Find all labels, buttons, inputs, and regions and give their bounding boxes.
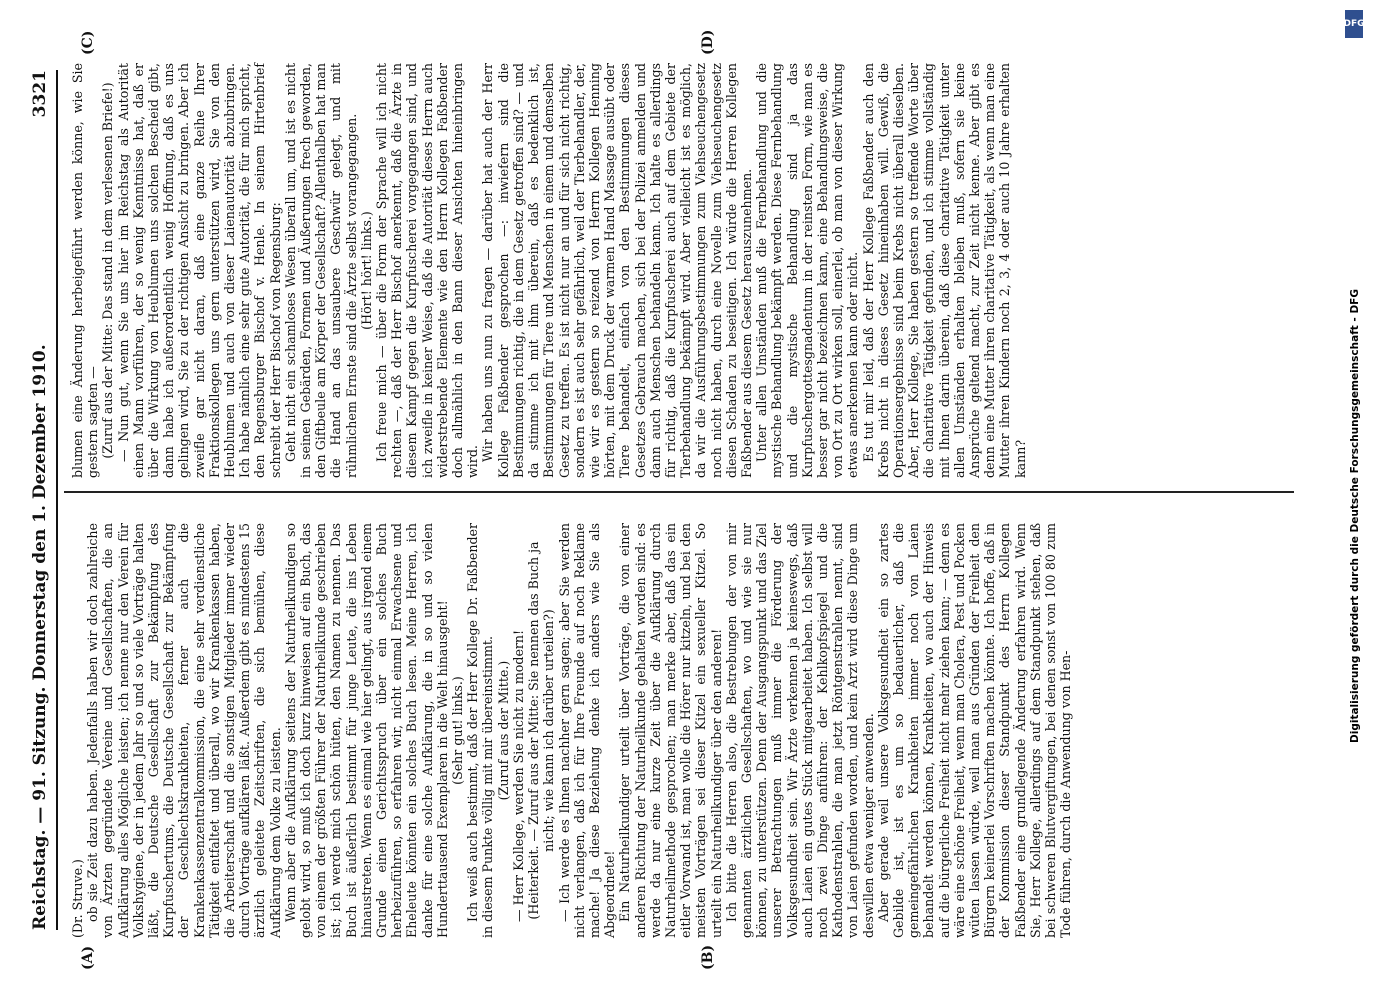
margin-mark-b: (B) [700, 944, 716, 970]
paragraph: Es tut mir leid, daß der Herr Kollege Faßbender auch den Krebs nicht in dieses Gesetz hineinhaben will. Gewiß, die Operationsergebnisse sind beim Krebs nicht überall dieselben. Aber, Herr Kollege, Sie haben gestern so treffende Worte über die charitative Tätigkeit gefunden, und ich stimme vollständig mit Ihnen darin überein, daß diese charitative Tätigkeit unter allen Umständen erhalten bleiben muß, sofern sie keine Ansprüche geltend macht, zur Zeit nicht kenne. Aber gibt es denn eine Mutter ihren charitative Tätigkeit, als wenn man eine Mutter ihren Kindern noch 2, 3, 4 oder auch 10 Jahre erhalten kann? [860, 63, 1028, 478]
speaker-name: (Dr. Struve.) [70, 859, 85, 938]
margin-mark-c: (C) [80, 30, 96, 55]
paragraph: Geht nicht ein schamloses Wesen überall um, und ist es nicht in seinen Gebärden, Formen und Äußerungen frech geworden, den Giftbeule am Körper der Gesellschaft? Allenthalben hat man die Hand an das unsaubere Geschwür gelegt, und mit rühmlichem Ernste sind die Ärzte selbst vorangegangen. [282, 63, 359, 478]
interjection: (Zuruf aus der Mitte: Das stand in dem verlesenen Briefe!) [100, 82, 116, 459]
interjection: (Sehr gut! links.) [450, 676, 466, 785]
interjection: (Heiterkeit. — Zuruf aus der Mitte: Sie nennen das Buch ja nicht; wie kann ich darüber urteilen?) [526, 541, 557, 920]
interjection: (Hört! hört! links.) [358, 211, 374, 330]
paragraph: Wir haben uns nun zu fragen — darüber hat auch der Herr Kollege Faßbender gesprochen —: inwiefern sind die Bestimmungen richtig, die in dem Gesetz getroffen sind? — und da stimme ich mit ihm überein, daß es bedenklich ist, Bestimmungen für Tiere und Menschen in einem und demselben Gesetz zu treffen. Es ist nicht nur an und für sich nicht richtig, sondern es ist auch sehr gefährlich, weil der Tierbehandler, der, wie wir es gestern so reizend von Herrn Kollegen Henning hörten, mit dem Druck der warmen Hand Massage ausübt oder Tiere behandelt, einfach von den Bestimmungen dieses Gesetzes Gebrauch machen, sich bei der Polizei anmelden und dann auch Menschen behandeln kann. Ich halte es allerdings für richtig, daß die Kurpfuscherei auch auf dem Gebiete der Tierbehandlung bekämpft wird. Aber vielleicht ist es möglich, da wir die Ausführungsbestimmungen zum Viehseuchengesetz noch nicht haben, durch eine Novelle zum Viehseuchengesetz diesen Schaden zu beseitigen. Ich würde die Herren Kollegen Faßbender aus diesem Gesetz herauszunehmen. [480, 63, 754, 478]
dfg-logo: DFG [1345, 10, 1363, 38]
paragraph: Wenn aber die Aufklärung seitens der Naturheilkundigen so gelobt wird, so muß ich doch kurz hinweisen auf ein Buch, das von einem der größten Führer der Naturheilkunde geschrieben ist; ich werde mich schön hüten, den Namen zu nennen. Das Buch ist äußerlich bestimmt für junge Leute, die ins Leben hinaustreten. Wenn es einmal wie hier gelingt, aus irgend einem Grunde einen Gerichtsspruch über ein solches Buch herbeizuführen, so erfahren wir, nicht einmal Erwachsene und Eheleute könnten ein solches Buch lesen. Meine Herren, ich danke für eine solche Aufklärung, die in so und so vielen Hunderttausend Exemplaren in die Welt hinausgeht! [282, 523, 450, 938]
paragraph: Ich freue mich — über die Form der Sprache will ich nicht rechten —, daß der Herr Bischof anerkennt, daß die Ärzte in diesem Kampf gegen die Kurpfuscherei vorgegangen sind, und ich zweifle in keiner Weise, daß die Autorität dieses Herrn auch widerstrebende Elemente wie den Herrn Kollegen Faßbender doch allmählich in den Bann dieser Ansichten hineinbringen wird. [374, 63, 481, 478]
paragraph: Ich weiß auch bestimmt, daß der Herr Kollege Dr. Faßbender in diesem Punkte völlig mit mir übereinstimmt. [465, 523, 496, 938]
margin-mark-d: (D) [700, 29, 716, 55]
paragraph: Unter allen Umständen muß die Fernbehandlung und die mystische Behandlung bekämpft werden. Diese Fernbehandlung und die mystische Behandlung sind ja das Kurpfuschergottesgnadentum in der reinsten Form, wie man es besser gar nicht bezeichnen kann, eine Behandlungsweise, die von Ort zu Ort wirken soll, einerlei, ob man von dieser Wirkung etwas anerkennen kann oder nicht. [754, 63, 861, 478]
paragraph: Ein Naturheilkundiger urteilt über Vorträge, die von einer anderen Richtung der Naturheilkunde gehalten worden sind: es werde da nur eine kurze Zeit über die Aufklärung durch Naturheilmethode gesprochen; man merke aber, daß das ein eitler Vorwand ist, man wolle die Hörer nur kitzeln, und bei den meisten Vorträgen sei dieser Kitzel ein sexueller Kitzel. So urteilt ein Naturheilkundiger über den anderen! [617, 523, 724, 938]
margin-mark-a: (A) [80, 945, 96, 970]
interjection: (Zuruf aus der Mitte.) [495, 660, 511, 801]
column-divider [64, 491, 1294, 493]
page-header [28, 70, 58, 930]
paragraph: — Nun gut, wenn Sie uns hier im Reichstag als Autorität einen Mann vorführen, der so wenig Kenntnisse hat, daß er über die Wirkung von Heublumen uns solchen Bescheid gibt, dann habe ich außerordentlich wenig Hoffnung, daß es uns gelingen wird, Sie zu der richtigen Ansicht zu bringen. Aber ich zweifle gar nicht daran, daß eine ganze Reihe Ihrer Fraktionskollegen uns gern unterstützen wird, Sie von den Heublumen und auch von dieser Laienautorität abzubringen. Ich habe nämlich eine sehr gute Autorität, die für mich spricht, den Regensburger Bischof v. Henle. In seinem Hirtenbrief schreibt der Herr Bischof von Regensburg: [115, 63, 283, 478]
paragraph: Aber gerade weil unsere Volksgesundheit ein so zartes Gebilde ist, ist es um so bedauerlicher, daß die gemeingefährlichen Krankheiten immer noch von Laien behandelt werden können, Krankheiten, wo auch der Hinweis auf die bürgerliche Freiheit nicht mehr ziehen kann; — denn es wäre eine schöne Freiheit, wenn man Cholera, Pest und Pocken wüten lassen würde, weil man aus Gründen der Freiheit den Bürgern keinerlei Vorschriften machen könnte. Ich hoffe, daß in der Kommission dieser Standpunkt des Herrn Kollegen Faßbender eine grundlegende Änderung erfahren wird. Wenn Sie, Herr Kollege, allerdings auf dem Standpunkt stehen, daß bei schweren Blutvergiftungen, bei denen sonst von 100 80 zum Tode führen, durch die Anwendung von Hen- [875, 523, 1074, 938]
paragraph: — Ich werde es Ihnen nachher gern sagen; aber Sie werden nicht verlangen, daß ich für Ihre Freunde auf noch Reklame mache! Ja diese Beziehung denke ich anders wie Sie als Abgeordnete! [556, 523, 618, 938]
page-number: 3321 [30, 70, 50, 118]
text-column-right [70, 63, 1028, 478]
header-title: Reichstag. — 91. Sitzung. Donnerstag den 1. Dezember 1910. [30, 344, 50, 930]
paragraph: — Herr Kollege, werden Sie nicht zu modern! [510, 629, 526, 922]
paragraph: Ich bitte die Herren also, die Bestrebungen der von mir genannten ärztlichen Gesellschaften, wo und wie sie nur können, zu unterstützen. Denn der Ausgangspunkt und das Ziel unserer Betrachtungen muß immer die Förderung der Volksgesundheit sein. Wir Ärzte verkennen ja keineswegs, daß auch Laien ein gutes Stück mitgearbeitet haben. Ich selbst will noch zwei Dinge anführen: der Kehlkopfspiegel und die Kathodenstrahlen, die man jetzt Röntgenstrahlen nennt, sind von Laien gefunden worden, und kein Arzt wird diese Dinge um deswillen etwa weniger anwenden. [723, 523, 876, 938]
text-column-left [70, 523, 1073, 938]
funding-credit: Digitalisierung gefördert durch die Deutsche Forschungsgemeinschaft - DFG [1349, 289, 1361, 743]
paragraph: blumen eine Änderung herbeigeführt werden könne, wie Sie gestern sagten — [70, 63, 101, 478]
digitization-sidebar [1345, 10, 1365, 990]
paragraph: ob sie Zeit dazu haben. Jedenfalls haben wir doch zahlreiche von Ärzten gegründete Vereine und Gesellschaften, die an Aufklärung alles Mögliche leisten; ich nenne nur den Verein für Volkshygiene, der in jedem Jahr so und so viele Vorträge halten läßt, die Deutsche Gesellschaft zur Bekämpfung des Kurpfuschertums, die Deutsche Gesellschaft zur Bekämpfung der Geschlechtskrankheiten, ferner auch die Krankenkassenzentralkommission, die eine sehr verdienstliche Tätigkeit entfaltet und überall, wo wir Krankenkassen haben, die Arbeiterschaft und die sonstigen Mitglieder immer wieder durch Vorträge aufklären läßt. Außerdem gibt es mindestens 15 ärztlich geleitete Zeitschriften, die sich bemühen, diese Aufklärung dem Volke zu leisten. [85, 523, 283, 938]
